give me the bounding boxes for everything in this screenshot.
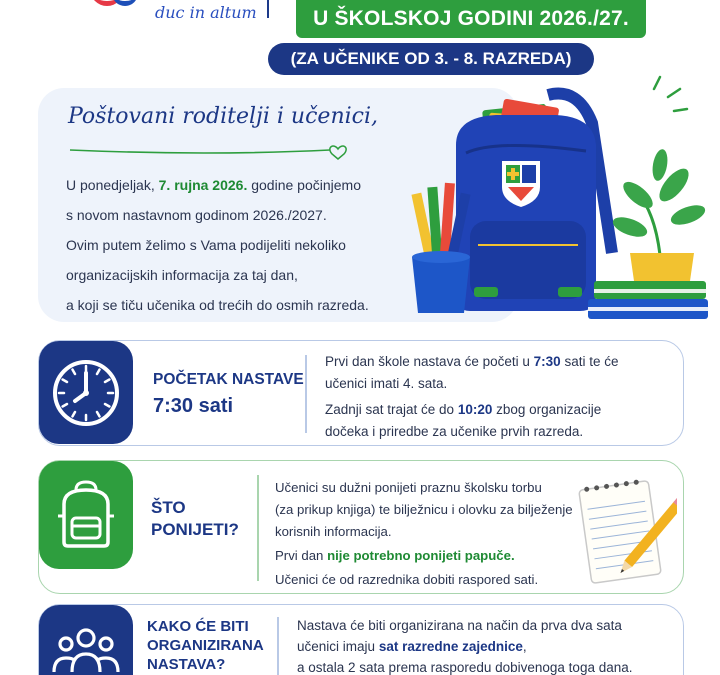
- backpack-badge: [39, 461, 133, 569]
- bring-divider: [257, 475, 259, 581]
- clock-icon: [50, 357, 122, 429]
- greeting-underline: [68, 140, 358, 160]
- school-motto: duc in altum: [155, 3, 257, 22]
- intro-line-4: organizacijskih informacija za taj dan,: [66, 267, 298, 283]
- backpack-outline-icon: [54, 480, 118, 550]
- backpack-icon: [456, 94, 612, 311]
- header-divider: [267, 0, 269, 18]
- notebook-pencil-icon: [577, 473, 677, 591]
- bring-body: Učenici su dužni ponijeti praznu školsku torbu (za prikup knjiga) te bilježnicu i olovku za bilježenje korisnih informacija. Prvi dan nije potrebno ponijeti papuče. Učenici će od razrednika dobiti raspored sati.: [275, 480, 573, 587]
- organization-body: Nastava će biti organizirana na način da prva dva sata učenici imaju sat razredne zajednice, a ostala 2 sata prema rasporedu dobivenoga toga dana.: [297, 618, 633, 675]
- card-organization: [38, 604, 684, 675]
- stacked-books-icon: [588, 281, 708, 319]
- start-date: 7. rujna 2026.: [158, 177, 248, 193]
- bring-title: ŠTO PONIJETI?: [151, 498, 239, 539]
- organization-divider: [277, 617, 279, 675]
- school-logo-arc: [112, 0, 138, 6]
- start-title: [153, 369, 304, 417]
- intro-line-1: U ponedjeljak, 7. rujna 2026. godine počinjemo: [66, 177, 361, 193]
- start-title-line1: POČETAK NASTAVE: [153, 371, 304, 388]
- group-badge: [39, 605, 133, 675]
- intro-line-5: a koji se tiču učenika od trećih do osmih razreda.: [66, 297, 369, 313]
- start-body: Prvi dan škole nastava će početi u 7:30 sati te će učenici imati 4. sata. Zadnji sat trajat će do 10:20 zbog organizacije dočeka i priredbe za učenike prvih razreda.: [325, 354, 619, 439]
- school-supplies-illustration: [398, 75, 720, 335]
- plant-icon: [610, 148, 707, 295]
- card-start-time: [38, 340, 684, 446]
- group-icon: [50, 622, 122, 675]
- banner-title: U ŠKOLSKOJ GODINI 2026./27.: [296, 0, 646, 38]
- sparkle-icon: [654, 77, 687, 111]
- intro-text: [66, 170, 426, 320]
- greeting: Poštovani roditelji i učenici,: [68, 104, 378, 129]
- start-time: 7:30 sati: [153, 395, 234, 417]
- intro-line-3: Ovim putem želimo s Vama podijeliti nekoliko: [66, 237, 346, 253]
- organization-title: KAKO ĆE BITI ORGANIZIRANA NASTAVA?: [147, 618, 264, 673]
- card-what-to-bring: [38, 460, 684, 594]
- subtitle-pill: (ZA UČENIKE OD 3. - 8. RAZREDA): [268, 43, 594, 75]
- start-divider: [305, 355, 307, 433]
- intro-line-2: s novom nastavnom godinom 2026./2027.: [66, 207, 327, 223]
- clock-badge: [39, 341, 133, 444]
